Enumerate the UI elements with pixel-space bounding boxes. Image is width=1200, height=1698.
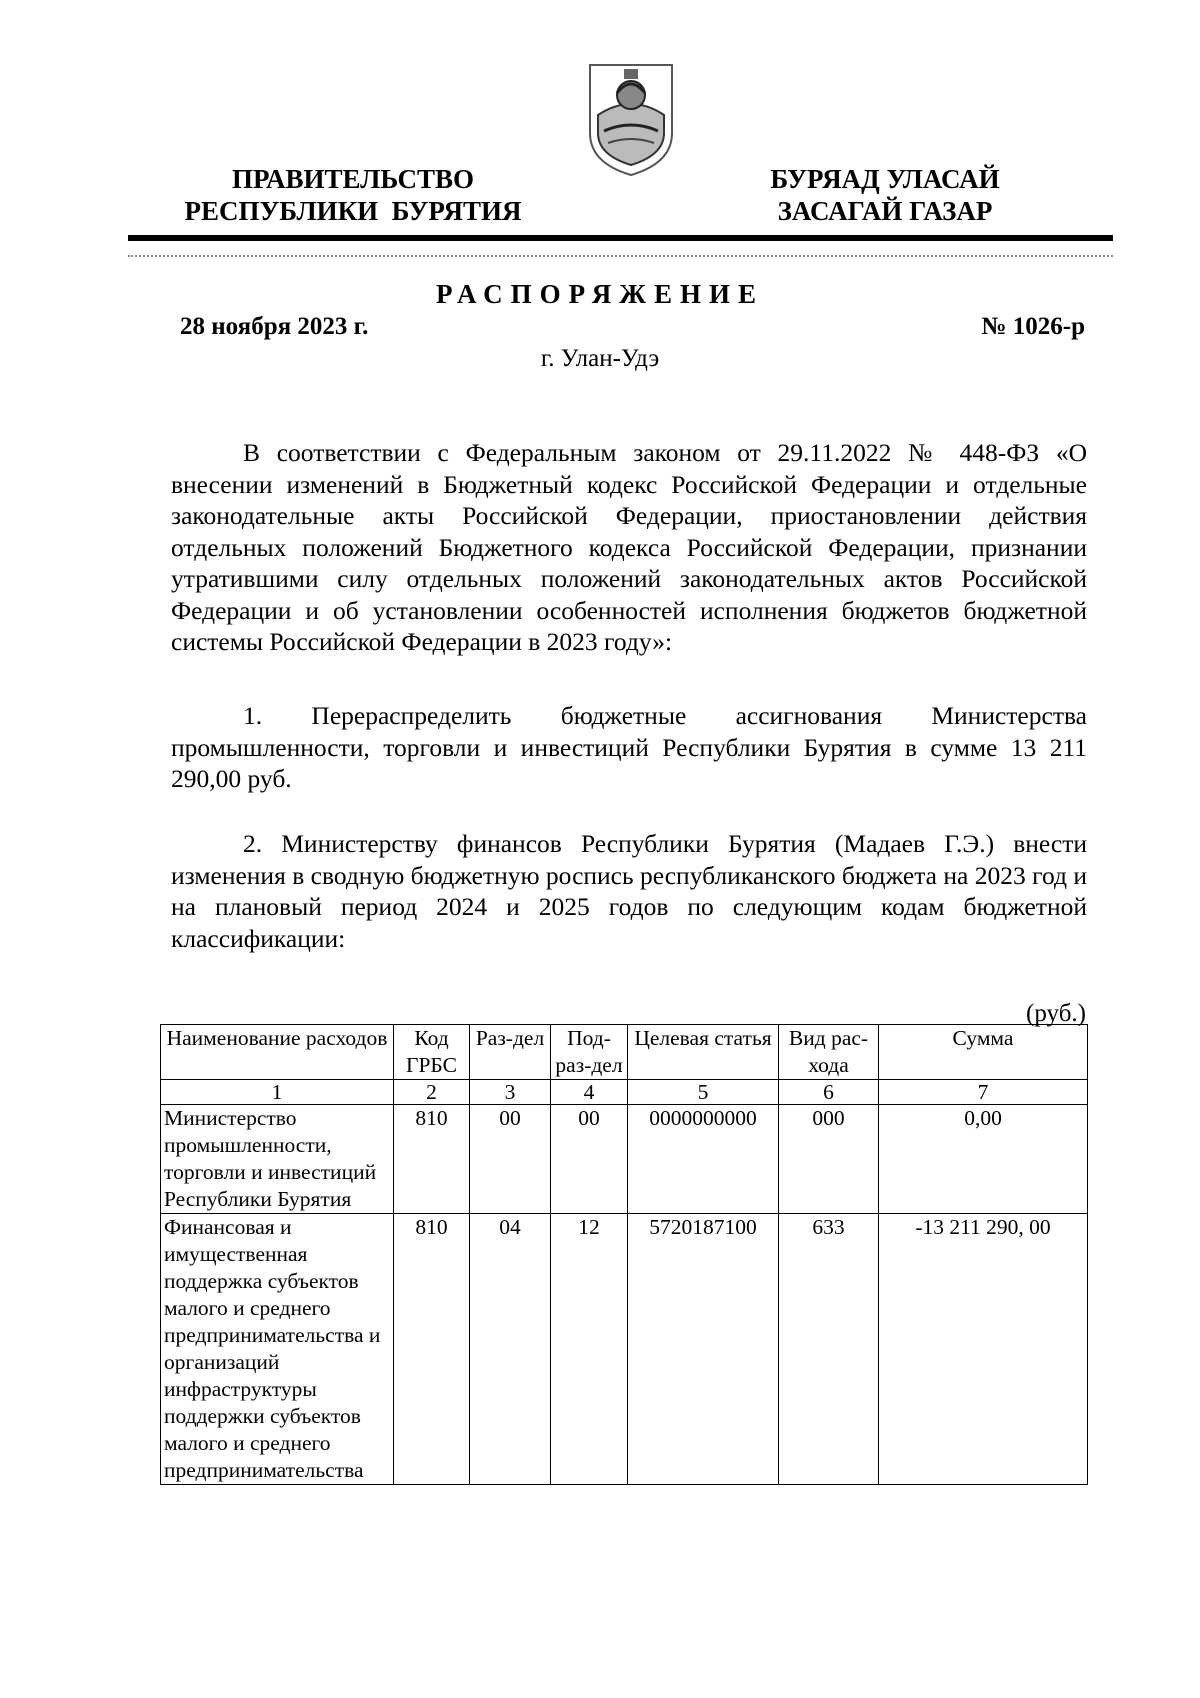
table-header-row xyxy=(161,1025,1088,1080)
row-grbs: 810 xyxy=(394,1105,470,1214)
org-name-buryat xyxy=(735,163,1035,227)
header-grbs: Код ГРБС xyxy=(394,1025,470,1080)
row-podrazdel: 12 xyxy=(551,1214,628,1485)
table-row xyxy=(161,1214,1088,1485)
index-cell: 2 xyxy=(394,1080,470,1105)
row-razdel: 04 xyxy=(470,1214,551,1485)
document-type-title: РАСПОРЯЖЕНИЕ xyxy=(435,279,765,309)
header-podrazdel: Под-раз-дел xyxy=(551,1025,628,1080)
index-cell: 5 xyxy=(628,1080,779,1105)
table-index-row xyxy=(161,1080,1088,1105)
row-grbs: 810 xyxy=(394,1214,470,1485)
row-target: 5720187100 xyxy=(628,1214,779,1485)
row-vid: 000 xyxy=(779,1105,879,1214)
org-name-russian-line1: ПРАВИТЕЛЬСТВО xyxy=(231,164,475,194)
document-city: г. Улан-Удэ xyxy=(540,345,660,372)
item-2-paragraph: 2. Министерству финансов Республики Бурятия (Мадаев Г.Э.) внести изменения в сводную бюджетную роспись республиканского бюджета на 2023 год и на плановый период 2024 и 2025 годов по следующим кодам бюджетной классификации: xyxy=(171,829,1087,953)
row-vid: 633 xyxy=(779,1214,879,1485)
header-vid: Вид рас-хода xyxy=(779,1025,879,1080)
header-name: Наименование расходов xyxy=(161,1025,394,1080)
index-cell: 3 xyxy=(470,1080,551,1105)
header-sum: Сумма xyxy=(879,1025,1088,1080)
index-cell: 1 xyxy=(161,1080,394,1105)
header-razdel: Раз-дел xyxy=(470,1025,551,1080)
row-sum: 0,00 xyxy=(879,1105,1088,1214)
org-name-buryat-line2: ЗАСАГАЙ ГАЗАР xyxy=(777,196,993,226)
index-cell: 6 xyxy=(779,1080,879,1105)
table-unit-label: (руб.) xyxy=(1026,1000,1086,1027)
row-podrazdel: 00 xyxy=(551,1105,628,1214)
header-divider-thick xyxy=(128,235,1113,241)
org-name-russian-line2: РЕСПУБЛИКИ БУРЯТИЯ xyxy=(184,196,522,226)
org-name-buryat-line1: БУРЯАД УЛАСАЙ xyxy=(770,164,1000,194)
table-row xyxy=(161,1105,1088,1214)
budget-table xyxy=(160,1024,1088,1485)
intro-paragraph: В соответствии с Федеральным законом от 29.11.2022 № 448-ФЗ «О внесении изменений в Бюджетный кодекс Российской Федерации и отдельные законодательные акты Российской Федерации, приостановлении действия отдельных положений Бюджетного кодекса Российской Федерации, признании утратившими силу отдельных положений законодательных актов Российской Федерации и об установлении особенностей исполнения бюджетов бюджетной системы Российской Федерации в 2023 году»: xyxy=(171,438,1087,656)
document-date: 28 ноября 2023 г. xyxy=(180,313,369,340)
row-razdel: 00 xyxy=(470,1105,551,1214)
coat-of-arms-emblem xyxy=(584,55,678,179)
item-1-paragraph: 1. Перераспределить бюджетные ассигнования Министерства промышленности, торговли и инвестиций Республики Бурятия в сумме 13 211 290,00 руб. xyxy=(171,701,1087,793)
row-target: 0000000000 xyxy=(628,1105,779,1214)
document-number: № 1026-р xyxy=(981,313,1085,340)
row-name: Финансовая и имущественная поддержка субъектов малого и среднего предпринимательства и организаций инфраструктуры поддержки субъектов малого и среднего предпринимательства xyxy=(161,1214,394,1485)
header-target: Целевая статья xyxy=(628,1025,779,1080)
index-cell: 7 xyxy=(879,1080,1088,1105)
row-name: Министерство промышленности, торговли и инвестиций Республики Бурятия xyxy=(161,1105,394,1214)
index-cell: 4 xyxy=(551,1080,628,1105)
row-sum: -13 211 290, 00 xyxy=(879,1214,1088,1485)
header-divider-dotted xyxy=(128,255,1113,257)
org-name-russian xyxy=(168,163,538,227)
